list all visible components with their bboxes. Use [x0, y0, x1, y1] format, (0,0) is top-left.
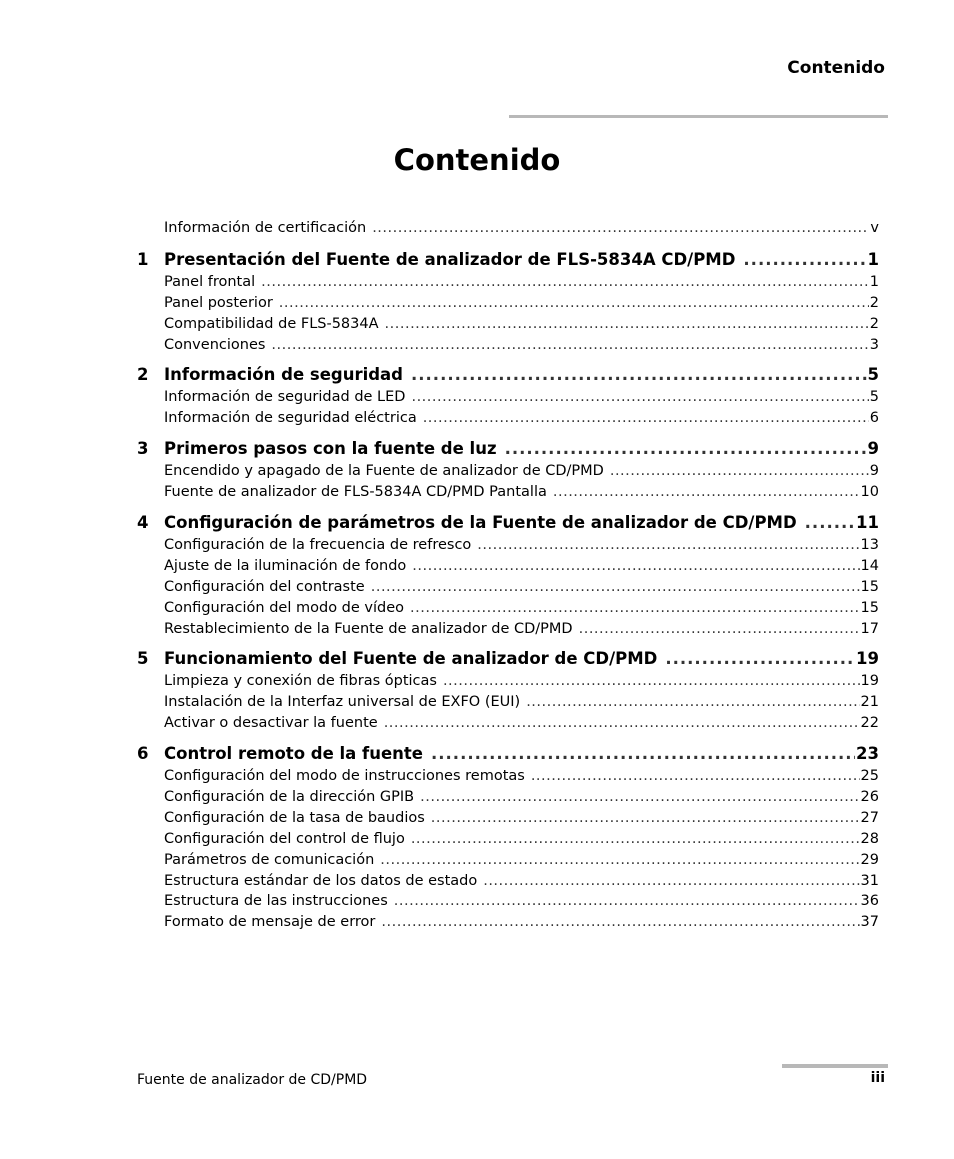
- toc-entry[interactable]: [137, 577, 879, 598]
- toc-entry-page: 9: [869, 463, 879, 480]
- toc-chapter-1[interactable]: [137, 248, 879, 272]
- toc-entry[interactable]: [137, 671, 879, 692]
- dot-leader: [381, 912, 859, 933]
- toc-entry-label: Compatibilidad de FLS-5834A: [164, 315, 379, 332]
- toc-entry[interactable]: [137, 912, 879, 933]
- page-title: Contenido: [393, 143, 561, 177]
- running-header: Contenido: [787, 58, 885, 78]
- toc-entry-page: 14: [860, 557, 879, 574]
- dot-leader: [271, 335, 868, 356]
- dot-leader: [743, 248, 866, 272]
- dot-leader: [805, 511, 855, 535]
- toc-chapter-page: 19: [856, 649, 879, 669]
- dot-leader: [385, 314, 869, 335]
- toc-entry-label: Activar o desactivar la fuente: [164, 715, 378, 732]
- toc-chapter-2[interactable]: [137, 363, 879, 387]
- dot-leader: [384, 713, 860, 734]
- toc-entry[interactable]: [137, 272, 879, 293]
- dot-leader: [526, 692, 859, 713]
- toc-entry-page: 19: [860, 673, 879, 690]
- footer-product-name: Fuente de analizador de CD/PMD: [137, 1072, 368, 1088]
- toc-chapter-number: 3: [137, 439, 149, 459]
- toc-entry-page: 36: [860, 893, 879, 910]
- toc-entry-page: 27: [860, 809, 879, 826]
- toc-chapter-title: Funcionamiento del Fuente de analizador de CD/PMD: [164, 649, 658, 669]
- toc-entry-label: Información de seguridad eléctrica: [164, 410, 417, 427]
- toc-entry[interactable]: [137, 461, 879, 482]
- toc-entry-page: 29: [860, 851, 879, 868]
- toc-entry[interactable]: [137, 387, 879, 408]
- toc-entry-page: v: [870, 220, 879, 236]
- toc-entry-page: 5: [869, 389, 879, 406]
- toc-entry[interactable]: [137, 766, 879, 787]
- toc-entry-page: 37: [860, 914, 879, 931]
- toc-entry-page: 2: [869, 315, 879, 332]
- dot-leader: [477, 535, 859, 556]
- toc-entry[interactable]: [137, 787, 879, 808]
- toc-chapter-title: Primeros pasos con la fuente de luz: [164, 439, 497, 459]
- toc-entry-label: Panel frontal: [164, 273, 256, 290]
- toc-entry-page: 25: [860, 768, 879, 785]
- toc-chapter-title: Información de seguridad: [164, 365, 403, 385]
- toc-entry[interactable]: [137, 692, 879, 713]
- dot-leader: [411, 387, 868, 408]
- dot-leader: [380, 850, 859, 871]
- toc-chapter-group: [137, 363, 879, 429]
- toc-entry[interactable]: [137, 335, 879, 356]
- dot-leader: [431, 742, 855, 766]
- dot-leader: [553, 482, 860, 503]
- dot-leader: [610, 461, 869, 482]
- toc-entry-page: 26: [860, 789, 879, 806]
- toc-chapter-number: 2: [137, 365, 149, 385]
- toc-entry-label: Estructura de las instrucciones: [164, 893, 388, 910]
- dot-leader: [505, 437, 867, 461]
- toc-entry-label: Configuración de la frecuencia de refresco: [164, 537, 472, 554]
- toc-entry[interactable]: [137, 713, 879, 734]
- dot-leader: [665, 647, 855, 671]
- toc-entry-label: Estructura estándar de los datos de estado: [164, 872, 478, 889]
- dot-leader: [443, 671, 860, 692]
- toc-chapter-6[interactable]: [137, 742, 879, 766]
- toc-chapter-page: 23: [856, 744, 879, 764]
- toc-entry[interactable]: [137, 829, 879, 850]
- dot-leader: [371, 577, 860, 598]
- toc-chapter-number: 5: [137, 649, 149, 669]
- toc-entry-page: 28: [860, 830, 879, 847]
- dot-leader: [372, 218, 869, 239]
- toc-entry-page: 15: [860, 599, 879, 616]
- toc-chapter-group: [137, 437, 879, 503]
- toc-entry[interactable]: [137, 808, 879, 829]
- toc-entry-page: 15: [860, 578, 879, 595]
- footer-page-number: iii: [870, 1070, 885, 1086]
- dot-leader: [420, 787, 859, 808]
- toc-entry-label: Encendido y apagado de la Fuente de analizador de CD/PMD: [164, 463, 604, 480]
- dot-leader: [483, 871, 859, 892]
- toc-entry-page: 17: [860, 620, 879, 637]
- toc-entry[interactable]: [137, 314, 879, 335]
- toc-entry-label: Información de certificación: [164, 220, 367, 236]
- toc-entry-label: Restablecimiento de la Fuente de analizador de CD/PMD: [164, 620, 573, 637]
- toc-entry-page: 13: [860, 537, 879, 554]
- toc-entry-page: 10: [860, 484, 879, 501]
- toc-chapter-page: 9: [867, 439, 879, 459]
- toc-chapters: [137, 248, 879, 933]
- toc-chapter-3[interactable]: [137, 437, 879, 461]
- toc-chapter-number: 4: [137, 513, 149, 533]
- toc-entry-page: 6: [869, 410, 879, 427]
- toc-chapter-group: [137, 742, 879, 933]
- toc-chapter-number: 1: [137, 249, 149, 269]
- toc-entry-page: 1: [869, 273, 879, 290]
- toc-entry-label: Parámetros de comunicación: [164, 851, 375, 868]
- toc-chapter-title: Configuración de parámetros de la Fuente de analizador de CD/PMD: [164, 513, 797, 533]
- dot-leader: [531, 766, 860, 787]
- toc-entry-label: Ajuste de la iluminación de fondo: [164, 557, 407, 574]
- toc-entry[interactable]: [137, 408, 879, 429]
- toc-chapter-number: 6: [137, 744, 149, 764]
- toc-chapter-title: Presentación del Fuente de analizador de FLS-5834A CD/PMD: [164, 249, 736, 269]
- toc-entry[interactable]: [137, 850, 879, 871]
- header-rule: [509, 115, 888, 118]
- toc-entry-label: Fuente de analizador de FLS-5834A CD/PMD Pantalla: [164, 484, 547, 501]
- toc-entry-label: Formato de mensaje de error: [164, 914, 376, 931]
- toc-entry[interactable]: [137, 598, 879, 619]
- dot-leader: [279, 293, 869, 314]
- dot-leader: [394, 891, 860, 912]
- toc-entry[interactable]: [137, 535, 879, 556]
- toc-entry-page: 3: [869, 336, 879, 353]
- toc-entry[interactable]: [137, 293, 879, 314]
- toc-entry-page: 2: [869, 294, 879, 311]
- toc-entry[interactable]: [137, 619, 879, 640]
- toc-chapter-page: 5: [867, 365, 879, 385]
- toc-entry-label: Información de seguridad de LED: [164, 389, 406, 406]
- toc-entry-label: Panel posterior: [164, 294, 273, 311]
- toc-chapter-group: [137, 647, 879, 734]
- toc-entry-label: Configuración de la dirección GPIB: [164, 789, 415, 806]
- toc-entry[interactable]: [137, 871, 879, 892]
- toc-entry-label: Configuración del contraste: [164, 578, 365, 595]
- toc-entry-label: Configuración del modo de vídeo: [164, 599, 405, 616]
- toc-entry[interactable]: [137, 891, 879, 912]
- toc-entry-label: Convenciones: [164, 336, 266, 353]
- toc-entry[interactable]: [137, 482, 879, 503]
- toc-entry-label: Configuración del modo de instrucciones remotas: [164, 768, 525, 785]
- toc-entry-intro[interactable]: [137, 218, 879, 239]
- toc-chapter-page: 11: [856, 513, 879, 533]
- toc-chapter-page: 1: [867, 249, 879, 269]
- dot-leader: [431, 808, 860, 829]
- toc-chapter-4[interactable]: [137, 511, 879, 535]
- toc-entry-page: 31: [860, 872, 879, 889]
- dot-leader: [411, 829, 860, 850]
- dot-leader: [423, 408, 869, 429]
- dot-leader: [261, 272, 869, 293]
- toc-chapter-group: [137, 248, 879, 356]
- dot-leader: [410, 598, 860, 619]
- dot-leader: [579, 619, 860, 640]
- toc-chapter-5[interactable]: [137, 647, 879, 671]
- dot-leader: [411, 363, 867, 387]
- toc-entry-label: Limpieza y conexión de fibras ópticas: [164, 673, 437, 690]
- toc-entry-page: 21: [860, 694, 879, 711]
- dot-leader: [412, 556, 859, 577]
- table-of-contents: [137, 218, 879, 941]
- toc-entry-label: Instalación de la Interfaz universal de EXFO (EUI): [164, 694, 521, 711]
- toc-chapter-title: Control remoto de la fuente: [164, 744, 423, 764]
- footer-rule: [782, 1064, 888, 1068]
- toc-entry[interactable]: [137, 556, 879, 577]
- toc-chapter-group: [137, 511, 879, 639]
- toc-entry-label: Configuración de la tasa de baudios: [164, 809, 425, 826]
- toc-entry-page: 22: [860, 715, 879, 732]
- toc-entry-label: Configuración del control de flujo: [164, 830, 405, 847]
